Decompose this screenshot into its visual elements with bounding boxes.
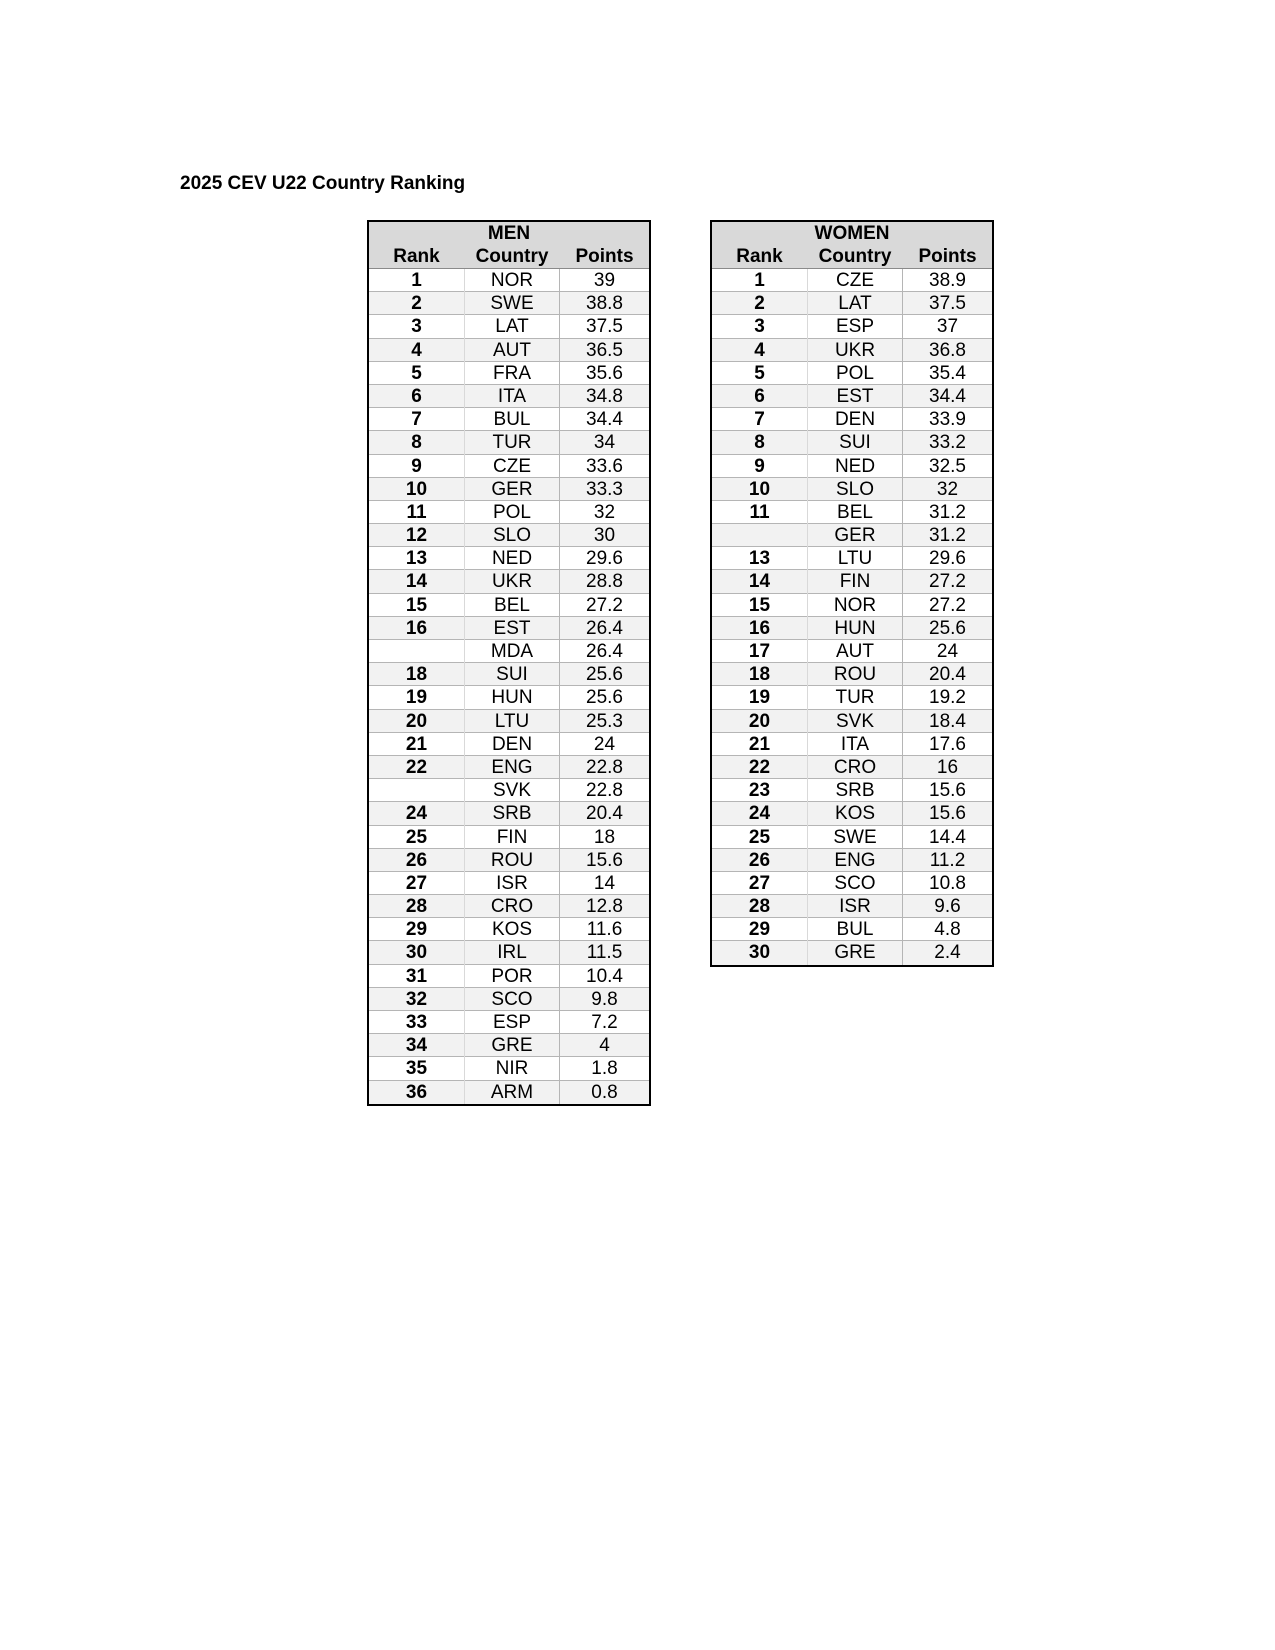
- country-cell: ESP: [464, 1011, 560, 1034]
- table-row: [369, 455, 649, 478]
- country-cell: SCO: [807, 872, 903, 895]
- points-cell: 25.6: [586, 687, 623, 709]
- points-cell: 4: [599, 1035, 610, 1057]
- country-cell: POL: [464, 501, 560, 524]
- rank-cell: 3: [411, 316, 422, 338]
- table-row: [369, 1034, 649, 1057]
- points-cell: 4.8: [934, 919, 961, 941]
- country-cell: AUT: [464, 339, 560, 362]
- rank-cell: [369, 640, 464, 663]
- points-cell: 33.6: [586, 455, 623, 477]
- table-row: [369, 362, 649, 385]
- rank-cell: 19: [405, 687, 428, 709]
- rank-cell: 5: [754, 362, 765, 384]
- points-cell: 32: [593, 501, 616, 523]
- points-cell: 15.6: [929, 803, 966, 825]
- points-cell: 25.3: [586, 710, 623, 732]
- rank-cell: 10: [405, 478, 428, 500]
- rank-cell: 18: [748, 664, 771, 686]
- column-header-rank: Rank: [393, 246, 440, 267]
- table-row: [369, 872, 649, 895]
- rank-cell: 26: [748, 849, 771, 871]
- rank-cell: 22: [405, 756, 428, 778]
- men-ranking-table: [367, 220, 651, 1106]
- table-row: [369, 941, 649, 964]
- rank-cell: 20: [405, 710, 428, 732]
- column-header-points: Points: [575, 246, 634, 267]
- men-column-headers: [369, 245, 649, 268]
- points-cell: 11.2: [929, 849, 966, 871]
- points-cell: 11.6: [586, 919, 623, 941]
- country-cell: NED: [464, 547, 560, 570]
- rank-cell: 2: [411, 293, 422, 315]
- rank-cell: 11: [749, 501, 770, 523]
- men-table-body: [369, 269, 649, 1104]
- table-row: [369, 408, 649, 431]
- rank-cell: 27: [748, 872, 771, 894]
- table-row: [369, 339, 649, 362]
- rank-cell: 34: [405, 1035, 428, 1057]
- page-title: 2025 CEV U22 Country Ranking: [180, 173, 466, 194]
- country-cell: NED: [807, 455, 903, 478]
- table-row: [369, 733, 649, 756]
- country-cell: SVK: [807, 710, 903, 733]
- points-cell: 25.6: [929, 617, 966, 639]
- points-cell: 9.8: [591, 988, 618, 1010]
- points-cell: 16: [936, 756, 959, 778]
- table-row: [712, 849, 992, 872]
- points-cell: 27.2: [586, 594, 623, 616]
- country-cell: HUN: [464, 686, 560, 709]
- table-row: [712, 895, 992, 918]
- rank-cell: 9: [411, 455, 422, 477]
- country-cell: SUI: [807, 431, 903, 454]
- rank-cell: 2: [754, 293, 765, 315]
- rank-cell: 8: [411, 432, 422, 454]
- table-row: [712, 269, 992, 292]
- men-heading: MEN: [487, 223, 531, 244]
- table-row: [712, 779, 992, 802]
- points-cell: 22.8: [586, 756, 623, 778]
- rank-cell: 26: [405, 849, 428, 871]
- table-row: [712, 686, 992, 709]
- table-row: [369, 501, 649, 524]
- column-header-country: Country: [475, 246, 549, 267]
- country-cell: SCO: [464, 988, 560, 1011]
- rank-cell: [712, 524, 807, 547]
- table-row: [369, 686, 649, 709]
- table-row: [369, 965, 649, 988]
- rank-cell: 28: [405, 896, 428, 918]
- country-cell: SWE: [464, 292, 560, 315]
- points-cell: 37.5: [586, 316, 623, 338]
- table-row: [369, 570, 649, 593]
- country-cell: HUN: [807, 617, 903, 640]
- points-cell: 33.3: [586, 478, 623, 500]
- points-cell: 36.5: [586, 339, 623, 361]
- rank-cell: 15: [405, 594, 428, 616]
- table-row: [712, 872, 992, 895]
- rank-cell: 30: [748, 942, 771, 964]
- table-row: [712, 478, 992, 501]
- table-row: [369, 524, 649, 547]
- table-row: [712, 547, 992, 570]
- table-row: [712, 292, 992, 315]
- rank-cell: [369, 779, 464, 802]
- country-cell: NOR: [464, 269, 560, 292]
- country-cell: LAT: [464, 315, 560, 338]
- table-row: [712, 570, 992, 593]
- rank-cell: 8: [754, 432, 765, 454]
- men-table-header: [369, 222, 649, 269]
- table-row: [712, 756, 992, 779]
- points-cell: 14: [593, 872, 616, 894]
- women-table-body: [712, 269, 992, 965]
- points-cell: 37.5: [929, 293, 966, 315]
- points-cell: 27.2: [929, 571, 966, 593]
- country-cell: SWE: [807, 826, 903, 849]
- country-cell: ISR: [807, 895, 903, 918]
- table-row: [369, 594, 649, 617]
- country-cell: ROU: [464, 849, 560, 872]
- points-cell: 34.4: [929, 385, 966, 407]
- country-cell: NIR: [464, 1057, 560, 1080]
- column-header-country: Country: [818, 246, 892, 267]
- points-cell: 34: [593, 432, 616, 454]
- points-cell: 28.8: [586, 571, 623, 593]
- country-cell: GRE: [464, 1034, 560, 1057]
- points-cell: 33.2: [929, 432, 966, 454]
- points-cell: 18.4: [929, 710, 966, 732]
- country-cell: SRB: [464, 802, 560, 825]
- points-cell: 17.6: [929, 733, 966, 755]
- country-cell: GER: [807, 524, 903, 547]
- rank-cell: 35: [405, 1058, 428, 1080]
- points-cell: 27.2: [929, 594, 966, 616]
- country-cell: EST: [464, 617, 560, 640]
- table-row: [712, 733, 992, 756]
- table-row: [712, 826, 992, 849]
- country-cell: POL: [807, 362, 903, 385]
- table-row: [369, 269, 649, 292]
- country-cell: KOS: [807, 802, 903, 825]
- table-row: [712, 339, 992, 362]
- table-row: [369, 663, 649, 686]
- points-cell: 15.6: [929, 780, 966, 802]
- rank-cell: 18: [405, 664, 428, 686]
- rank-cell: 30: [405, 942, 428, 964]
- rank-cell: 20: [748, 710, 771, 732]
- table-row: [369, 710, 649, 733]
- rank-cell: 16: [748, 617, 771, 639]
- table-row: [369, 640, 649, 663]
- country-cell: ROU: [807, 663, 903, 686]
- country-cell: CZE: [807, 269, 903, 292]
- column-header-rank: Rank: [736, 246, 783, 267]
- points-cell: 2.4: [934, 942, 961, 964]
- table-row: [369, 431, 649, 454]
- country-cell: GRE: [807, 941, 903, 964]
- country-cell: BUL: [464, 408, 560, 431]
- points-cell: 10.4: [586, 965, 623, 987]
- table-row: [369, 315, 649, 338]
- country-cell: CRO: [807, 756, 903, 779]
- table-row: [712, 385, 992, 408]
- table-row: [369, 779, 649, 802]
- country-cell: SRB: [807, 779, 903, 802]
- points-cell: 24: [936, 641, 959, 662]
- table-row: [712, 501, 992, 524]
- points-cell: 24: [593, 733, 616, 755]
- table-row: [369, 895, 649, 918]
- country-cell: IRL: [464, 941, 560, 964]
- points-cell: 1.8: [591, 1058, 618, 1080]
- points-cell: 31.2: [929, 525, 966, 547]
- table-row: [712, 524, 992, 547]
- points-cell: 0.8: [591, 1081, 618, 1103]
- country-cell: ESP: [807, 315, 903, 338]
- rank-cell: 28: [748, 896, 771, 918]
- points-cell: 12.8: [586, 896, 623, 918]
- table-row: [712, 408, 992, 431]
- rank-cell: 22: [748, 756, 771, 778]
- rank-cell: 25: [405, 826, 428, 848]
- points-cell: 31.2: [929, 501, 966, 523]
- rank-cell: 21: [405, 733, 428, 755]
- country-cell: FIN: [807, 570, 903, 593]
- country-cell: ARM: [464, 1081, 560, 1104]
- rank-cell: 15: [748, 594, 771, 616]
- country-cell: LAT: [807, 292, 903, 315]
- rank-cell: 27: [405, 872, 428, 894]
- country-cell: SLO: [464, 524, 560, 547]
- women-ranking-table: [710, 220, 994, 967]
- women-column-headers: [712, 245, 992, 268]
- country-cell: ITA: [464, 385, 560, 408]
- country-cell: FIN: [464, 826, 560, 849]
- country-cell: SVK: [464, 779, 560, 802]
- country-cell: KOS: [464, 918, 560, 941]
- rank-cell: 14: [748, 571, 771, 593]
- points-cell: 14.4: [929, 826, 966, 848]
- rank-cell: 12: [405, 525, 428, 547]
- country-cell: CRO: [464, 895, 560, 918]
- table-row: [712, 362, 992, 385]
- points-cell: 36.8: [929, 339, 966, 361]
- points-cell: 35.6: [586, 362, 623, 384]
- rank-cell: 19: [748, 687, 771, 709]
- table-row: [712, 802, 992, 825]
- rank-cell: 4: [411, 339, 422, 361]
- points-cell: 26.4: [586, 641, 623, 662]
- rank-cell: 14: [405, 571, 428, 593]
- rank-cell: 23: [748, 780, 771, 802]
- table-row: [369, 385, 649, 408]
- women-heading: WOMEN: [814, 223, 890, 244]
- points-cell: 11.5: [586, 942, 623, 964]
- table-row: [369, 1011, 649, 1034]
- table-row: [369, 292, 649, 315]
- country-cell: LTU: [807, 547, 903, 570]
- points-cell: 10.8: [929, 872, 966, 894]
- table-row: [369, 1057, 649, 1080]
- rank-cell: 32: [405, 988, 428, 1010]
- points-cell: 33.9: [929, 409, 966, 431]
- points-cell: 9.6: [934, 896, 961, 918]
- points-cell: 30: [593, 525, 616, 547]
- points-cell: 7.2: [591, 1012, 618, 1033]
- points-cell: 34.8: [586, 385, 623, 407]
- country-cell: SUI: [464, 663, 560, 686]
- points-cell: 20.4: [929, 664, 966, 686]
- table-row: [369, 988, 649, 1011]
- country-cell: FRA: [464, 362, 560, 385]
- points-cell: 20.4: [586, 803, 623, 825]
- table-row: [369, 1081, 649, 1104]
- country-cell: ENG: [464, 756, 560, 779]
- rank-cell: 29: [405, 919, 428, 941]
- rank-cell: 33: [405, 1012, 428, 1033]
- table-row: [712, 594, 992, 617]
- points-cell: 19.2: [929, 687, 966, 709]
- table-row: [712, 455, 992, 478]
- rank-cell: 31: [405, 965, 428, 987]
- country-cell: DEN: [807, 408, 903, 431]
- country-cell: BEL: [464, 594, 560, 617]
- country-cell: DEN: [464, 733, 560, 756]
- rank-cell: 7: [411, 409, 422, 431]
- rank-cell: 24: [748, 803, 771, 825]
- rank-cell: 4: [754, 339, 765, 361]
- points-cell: 26.4: [586, 617, 623, 639]
- rank-cell: 36: [405, 1081, 428, 1103]
- table-row: [369, 756, 649, 779]
- rank-cell: 10: [748, 478, 771, 500]
- points-cell: 38.8: [586, 293, 623, 315]
- rank-cell: 1: [411, 270, 422, 291]
- points-cell: 18: [593, 826, 616, 848]
- table-row: [712, 941, 992, 964]
- table-row: [712, 663, 992, 686]
- rank-cell: 21: [748, 733, 771, 755]
- points-cell: 32: [936, 478, 959, 500]
- table-row: [712, 617, 992, 640]
- points-cell: 15.6: [586, 849, 623, 871]
- points-cell: 25.6: [586, 664, 623, 686]
- table-row: [369, 617, 649, 640]
- points-cell: 34.4: [586, 409, 623, 431]
- table-row: [369, 478, 649, 501]
- table-row: [712, 918, 992, 941]
- points-cell: 29.6: [929, 548, 966, 570]
- country-cell: CZE: [464, 455, 560, 478]
- points-cell: 35.4: [929, 362, 966, 384]
- rank-cell: 17: [748, 641, 771, 662]
- country-cell: BEL: [807, 501, 903, 524]
- rank-cell: 11: [406, 501, 427, 523]
- rank-cell: 6: [411, 385, 422, 407]
- country-cell: POR: [464, 965, 560, 988]
- rank-cell: 3: [754, 316, 765, 338]
- rank-cell: 5: [411, 362, 422, 384]
- table-row: [369, 547, 649, 570]
- points-cell: 39: [593, 270, 616, 291]
- column-header-points: Points: [918, 246, 977, 267]
- country-cell: EST: [807, 385, 903, 408]
- rank-cell: 24: [405, 803, 428, 825]
- country-cell: BUL: [807, 918, 903, 941]
- table-row: [369, 918, 649, 941]
- rank-cell: 6: [754, 385, 765, 407]
- points-cell: 38.9: [929, 270, 966, 291]
- country-cell: ISR: [464, 872, 560, 895]
- country-cell: TUR: [464, 431, 560, 454]
- rank-cell: 1: [754, 270, 765, 291]
- points-cell: 37: [936, 316, 959, 338]
- country-cell: UKR: [464, 570, 560, 593]
- country-cell: TUR: [807, 686, 903, 709]
- country-cell: ENG: [807, 849, 903, 872]
- table-row: [712, 315, 992, 338]
- rank-cell: 25: [748, 826, 771, 848]
- country-cell: GER: [464, 478, 560, 501]
- table-row: [369, 826, 649, 849]
- points-cell: 22.8: [586, 780, 623, 802]
- country-cell: AUT: [807, 640, 903, 663]
- country-cell: UKR: [807, 339, 903, 362]
- table-row: [712, 431, 992, 454]
- rank-cell: 16: [405, 617, 428, 639]
- women-table-header: [712, 222, 992, 269]
- rank-cell: 7: [754, 409, 765, 431]
- table-row: [369, 802, 649, 825]
- rank-cell: 13: [748, 548, 771, 570]
- country-cell: SLO: [807, 478, 903, 501]
- country-cell: LTU: [464, 710, 560, 733]
- table-row: [712, 640, 992, 663]
- country-cell: ITA: [807, 733, 903, 756]
- points-cell: 32.5: [929, 455, 966, 477]
- table-row: [369, 849, 649, 872]
- rank-cell: 13: [405, 548, 428, 570]
- country-cell: MDA: [464, 640, 560, 663]
- rank-cell: 9: [754, 455, 765, 477]
- table-row: [712, 710, 992, 733]
- rank-cell: 29: [748, 919, 771, 941]
- country-cell: NOR: [807, 594, 903, 617]
- points-cell: 29.6: [586, 548, 623, 570]
